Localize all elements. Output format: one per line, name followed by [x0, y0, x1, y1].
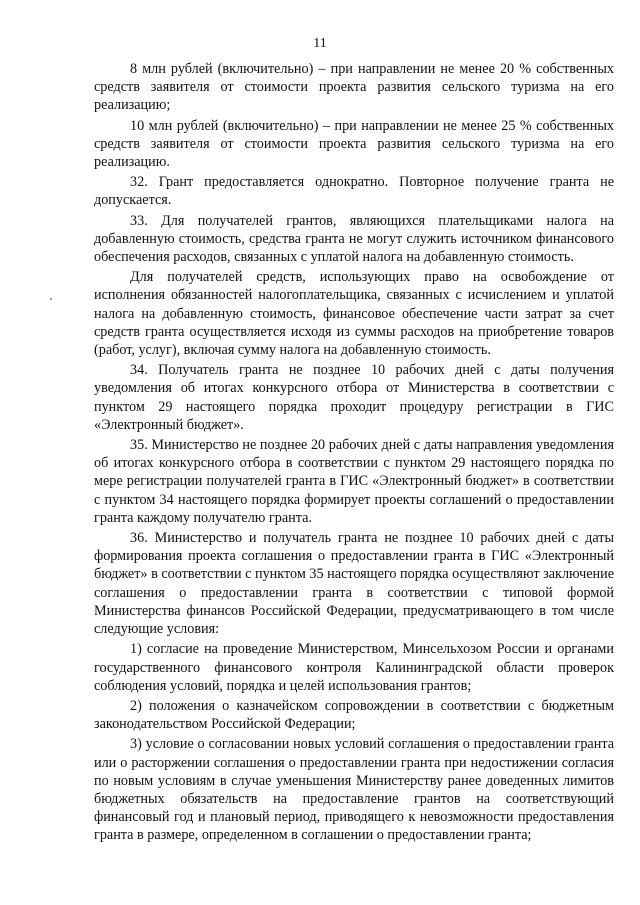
page-number: 11 — [313, 36, 327, 51]
paragraph-condition-3: 3) условие о согласовании новых условий соглашения о предоставлении гранта или о расторжении соглашения о предоставлении гранта при недостижении согласия по новым условиям в случае уменьшения Министерству ранее доведенных лимитов бюджетных обязательств на предоставление грантов на соответствующий финансовый год и плановый период, приводящего к невозможности предоставления гранта в размере, определенном в соглашении о предоставлении гранта; — [94, 736, 614, 844]
paragraph-item-36: 36. Министерство и получатель гранта не позднее 10 рабочих дней с даты формирования проекта соглашения о предоставлении гранта в ГИС «Электронный бюджет» в соответствии с пунктом 35 настоящего порядка осуществляют заключение соглашения о предоставлении гранта в соответствии с типовой формой Министерства финансов Российской Федерации, предусматривающего в том числе следующие условия: — [94, 530, 614, 638]
paragraph-item-32: 32. Грант предоставляется однократно. Повторное получение гранта не допускается. — [94, 174, 614, 209]
document-body — [94, 60, 614, 847]
paragraph-vat-exemption: Для получателей средств, использующих право на освобождение от исполнения обязанностей налогоплательщика, связанных с исчислением и уплатой налога на добавленную стоимость, финансовое обеспечение части затрат за счет средств гранта осуществляется исходя из суммы расходов на приобретение товаров (работ, услуг), включая сумму налога на добавленную стоимость. — [94, 269, 614, 359]
paragraph-condition-2: 2) положения о казначейском сопровождении в соответствии с бюджетным законодательством Российской Федерации; — [94, 697, 614, 733]
paragraph-condition-1: 1) согласие на проведение Министерством, Минсельхозом России и органами государственного финансового контроля Калининградской области проверок соблюдения условий, порядка и целей использования грантов; — [94, 641, 614, 694]
paragraph-item-33: 33. Для получателей грантов, являющихся плательщиками налога на добавленную стоимость, средства гранта не могут служить источником финансового обеспечения расходов, связанных с уплатой налога на добавленную стоимость. — [94, 212, 614, 266]
paragraph-grant-10mln: 10 млн рублей (включительно) – при направлении не менее 25 % собственных средств заявителя от стоимости проекта развития сельского туризма на его реализацию. — [94, 117, 614, 171]
scan-speck — [50, 298, 52, 300]
paragraph-item-35: 35. Министерство не позднее 20 рабочих дней с даты направления уведомления об итогах конкурсного отбора в соответствии с пунктом 29 настоящего порядка по мере регистрации получателей гранта в ГИС «Электронный бюджет» в соответствии с пунктом 34 настоящего порядка формирует проекты соглашений о предоставлении гранта каждому получателю гранта. — [94, 437, 614, 526]
paragraph-item-34: 34. Получатель гранта не позднее 10 рабочих дней с даты получения уведомления об итогах конкурсного отбора от Министерства в соответствии с пунктом 29 настоящего порядка проходит процедуру регистрации в ГИС «Электронный бюджет». — [94, 362, 614, 433]
paragraph-grant-8mln: 8 млн рублей (включительно) – при направлении не менее 20 % собственных средств заявителя от стоимости проекта развития сельского туризма на его реализацию; — [94, 61, 614, 114]
